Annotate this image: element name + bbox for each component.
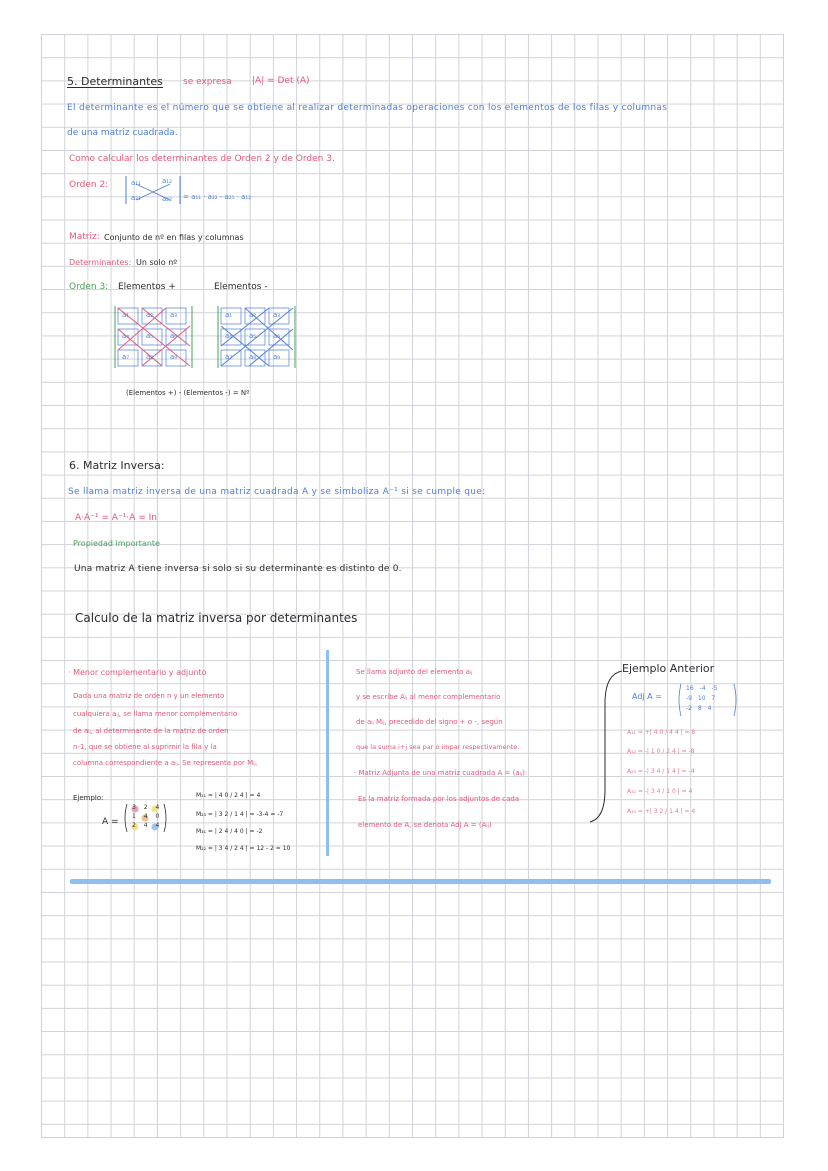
a-row-2: 1 4 0 [132,813,163,820]
minus-cell-1: a₁ [225,311,233,319]
minus-cell-2: a₂ [249,311,257,319]
m11-calc: M₁₁ = | 4 0 / 2 4 | = 4 [196,792,261,799]
adj-matrix [676,682,740,718]
adjunto-line-3: de aᵢⱼ Mᵢⱼ, precedido del signo + o -, según [356,718,503,726]
det-formula: |A| = Det (A) [252,76,310,86]
a-row-1: 3 2 4 [132,804,163,811]
adj-a-label: Adj A = [632,692,662,701]
matrix-a22: a₂₂ [162,195,172,203]
adj-entry-3: A₂₃ = -| 3 4 / 1 4 | = -4 [627,768,695,775]
matriz-definition: Conjunto de nº en filas y columnas [104,233,244,242]
plus-cell-8: a₈ [146,353,154,361]
adj-row-3: -2 8 4 [686,705,712,712]
matrix-a11: a₁₁ [131,179,141,187]
example-matrix-a [122,802,170,834]
bottom-margin [0,1138,828,1171]
section-5-title: 5. Determinantes [67,75,163,88]
right-margin [784,0,828,1171]
adjunto-line-2: y se escribe Aᵢⱼ al menor complementario [356,693,501,701]
inverse-identity: A·A⁻¹ = A⁻¹·A = In [75,513,157,523]
determinantes-label: Determinantes: [69,258,132,267]
adjunta-line-1: Es la matriz formada por los adjuntos de cada [358,795,520,803]
how-to-heading: Como calcular los determinantes de Orden 2 y de Orden 3. [69,154,335,164]
m23-calc: M₂₃ = | 3 2 / 1 4 | = -3-4 = -7 [196,811,284,818]
minus-cell-8: a₈ [249,353,257,361]
section-separator [70,879,771,884]
plus-cell-1: a₁ [122,311,130,319]
matrix-a21: a₂₁ [131,194,141,202]
ejemplo-anterior-title: Ejemplo Anterior [622,662,715,675]
top-margin [0,0,828,34]
m22-calc: M₂₂ = | 3 4 / 2 4 | = 12 - 2 = 10 [196,845,291,852]
menor-line-2: cualquiera aᵢⱼ, se llama menor complementario [73,710,238,718]
minus-cell-4: a₄ [225,332,233,340]
determinantes-definition: Un solo nº [136,258,178,267]
orden-2-formula: = a₁₁ · a₂₂ - a₂₁ · a₁₂ [183,193,252,201]
menor-line-1: Dada una matriz de orden n y un elemento [73,692,225,700]
menor-heading: · Menor complementario y adjunto [68,668,207,677]
m31-calc: M₃₁ = | 2 4 / 4 0 | = -2 [196,828,263,835]
adj-entry-1: A₁₁ = +| 4 0 / 4 4 | = 8 [627,729,696,736]
sarrus-minus-matrix [215,304,300,370]
orden-3-label: Orden 3: [69,282,109,292]
minus-cell-9: a₉ [273,353,281,361]
elementos-minus-label: Elementos - [214,282,268,292]
plus-cell-6: a₆ [170,332,178,340]
plus-cell-9: a₉ [170,353,178,361]
adj-entry-5: A₃₃ = +| 3 2 / 1 4 | = 4 [627,808,696,815]
elementos-plus-label: Elementos + [118,282,176,292]
adjunto-line-4: que la suma i+j sea par o impar respectivamente. [356,743,520,751]
adj-row-2: -9 10 7 [686,695,716,702]
sarrus-result: (Elementos +) - (Elementos -) = Nº [126,389,250,397]
orden-2-label: Orden 2: [69,180,109,190]
column-divider [326,650,329,856]
a-row-3: 2 4 4 [132,822,163,829]
minus-cell-3: a₃ [273,311,281,319]
inverse-definition: Se llama matriz inversa de una matriz cuadrada A y se simboliza A⁻¹ si se cumple que: [68,487,486,497]
property-text: Una matriz A tiene inversa si solo si su determinante es distinto de 0. [74,564,402,574]
notation-label: se expresa [183,77,232,87]
minus-cell-6: a₆ [273,332,281,340]
menor-line-4: n-1, que se obtiene al suprimir la fila y la [73,743,217,751]
calc-title: Calculo de la matriz inversa por determinantes [75,611,358,625]
orden-2-matrix [118,174,208,208]
adj-entry-4: A₃₂ = -| 3 4 / 1 0 | = 4 [627,788,693,795]
section-6-title: 6. Matriz Inversa: [69,459,165,472]
matrix-a12: a₁₂ [162,177,172,185]
adj-row-1: 16 -4 -5 [686,685,718,692]
plus-cell-3: a₃ [170,311,178,319]
adjunta-heading: · Matriz Adjunta de una matriz cuadrada A = (aᵢⱼ): [354,769,528,777]
plus-cell-7: a₇ [122,353,130,361]
menor-line-5: columna correspondiente a aᵢⱼ. Se representa por Mᵢⱼ. [73,759,258,767]
sarrus-plus-matrix [112,304,197,370]
plus-cell-2: a₂ [146,311,154,319]
left-margin [0,0,41,1171]
plus-cell-5: a₅ [146,332,154,340]
property-label: Propiedad importante [73,539,160,548]
ejemplo-label: Ejemplo: [73,794,104,802]
menor-line-3: de aᵢⱼ, al determinante de la matriz de orden [73,727,229,735]
a-label: A = [102,817,119,827]
minus-cell-7: a₇ [225,353,233,361]
plus-cell-4: a₄ [122,332,130,340]
definition-line-2: de una matriz cuadrada. [67,128,178,138]
minus-cell-5: a₅ [249,332,257,340]
adjunta-line-2: elemento de A, se denota Adj A = (Aᵢⱼ) [358,821,492,829]
definition-line-1: El determinante es el número que se obtiene al realizar determinadas operaciones con los elementos de los filas y columnas [67,103,668,113]
adjunto-line-1: Se llama adjunto del elemento aᵢⱼ [356,668,473,676]
adj-entry-2: A₁₂ = -| 1 0 / 2 4 | = -8 [627,748,695,755]
matriz-label: Matriz: [69,232,100,242]
